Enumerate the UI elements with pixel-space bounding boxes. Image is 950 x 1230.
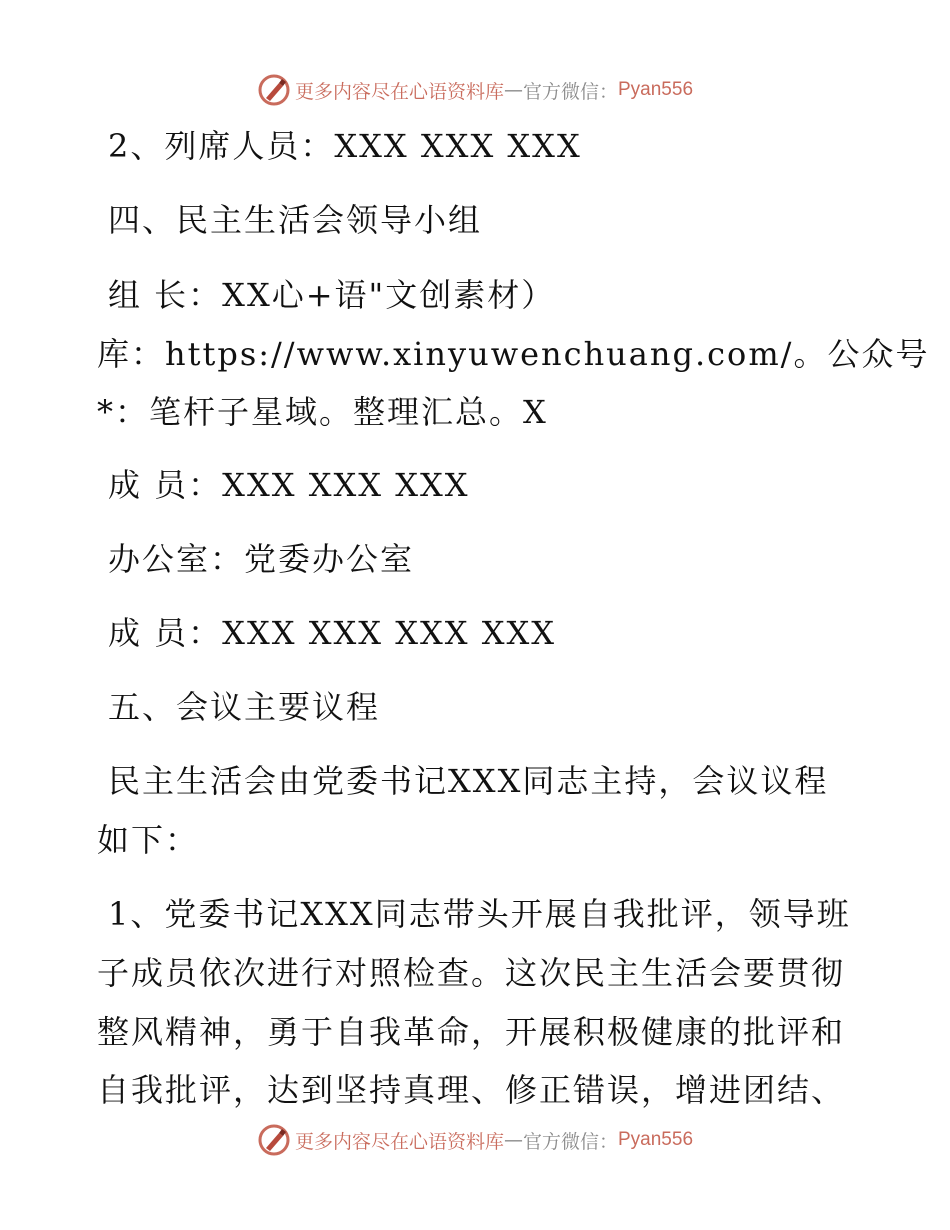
text-line-library-url: 库：https://www.xinyuwenchuang.com/。公众号: [97, 335, 930, 373]
text-line-agenda-item-1-cont-3: 自我批评，达到坚持真理、修正错误，增进团结、: [97, 1071, 846, 1109]
text-line-office: 办公室：党委办公室: [108, 540, 415, 578]
watermark-wechat-label: 官方微信：: [522, 1130, 618, 1153]
text-line-agenda-intro-cont: 如下：: [97, 821, 200, 859]
watermark-separator: —: [503, 79, 523, 101]
text-line-agenda-item-1-cont-1: 子成员依次进行对照检查。这次民主生活会要贯彻: [97, 954, 846, 992]
watermark-wechat-id: Pyan556: [618, 1129, 694, 1150]
text-line-group-leader: 组 长：XX心+语"文创素材）: [108, 276, 556, 314]
text-line-public-account: *：笔杆子星域。整理汇总。X: [97, 393, 548, 431]
text-line-members-1: 成 员：XXX XXX XXX: [108, 466, 470, 504]
pen-logo-icon: [257, 73, 291, 107]
text-line-attendees: 2、列席人员：XXX XXX XXX: [108, 127, 582, 165]
watermark-wechat-label: 官方微信：: [522, 80, 618, 103]
watermark-banner-top: [0, 70, 950, 110]
text-line-section-four-heading: 四、民主生活会领导小组: [108, 201, 483, 239]
watermark-main-text: 更多内容尽在心语资料库: [294, 80, 504, 103]
watermark-main-text: 更多内容尽在心语资料库: [294, 1130, 504, 1153]
text-line-agenda-intro: 民主生活会由党委书记XXX同志主持，会议议程: [108, 762, 829, 800]
text-line-members-2: 成 员：XXX XXX XXX XXX: [108, 614, 557, 652]
text-line-agenda-item-1: 1、党委书记XXX同志带头开展自我批评，领导班: [108, 895, 851, 933]
text-line-section-five-heading: 五、会议主要议程: [108, 688, 381, 726]
watermark-banner-bottom: [0, 1120, 950, 1160]
pen-logo-icon: [257, 1123, 291, 1157]
watermark-wechat-id: Pyan556: [618, 79, 694, 100]
watermark-separator: —: [503, 1129, 523, 1151]
text-line-agenda-item-1-cont-2: 整风精神，勇于自我革命，开展积极健康的批评和: [97, 1013, 846, 1051]
